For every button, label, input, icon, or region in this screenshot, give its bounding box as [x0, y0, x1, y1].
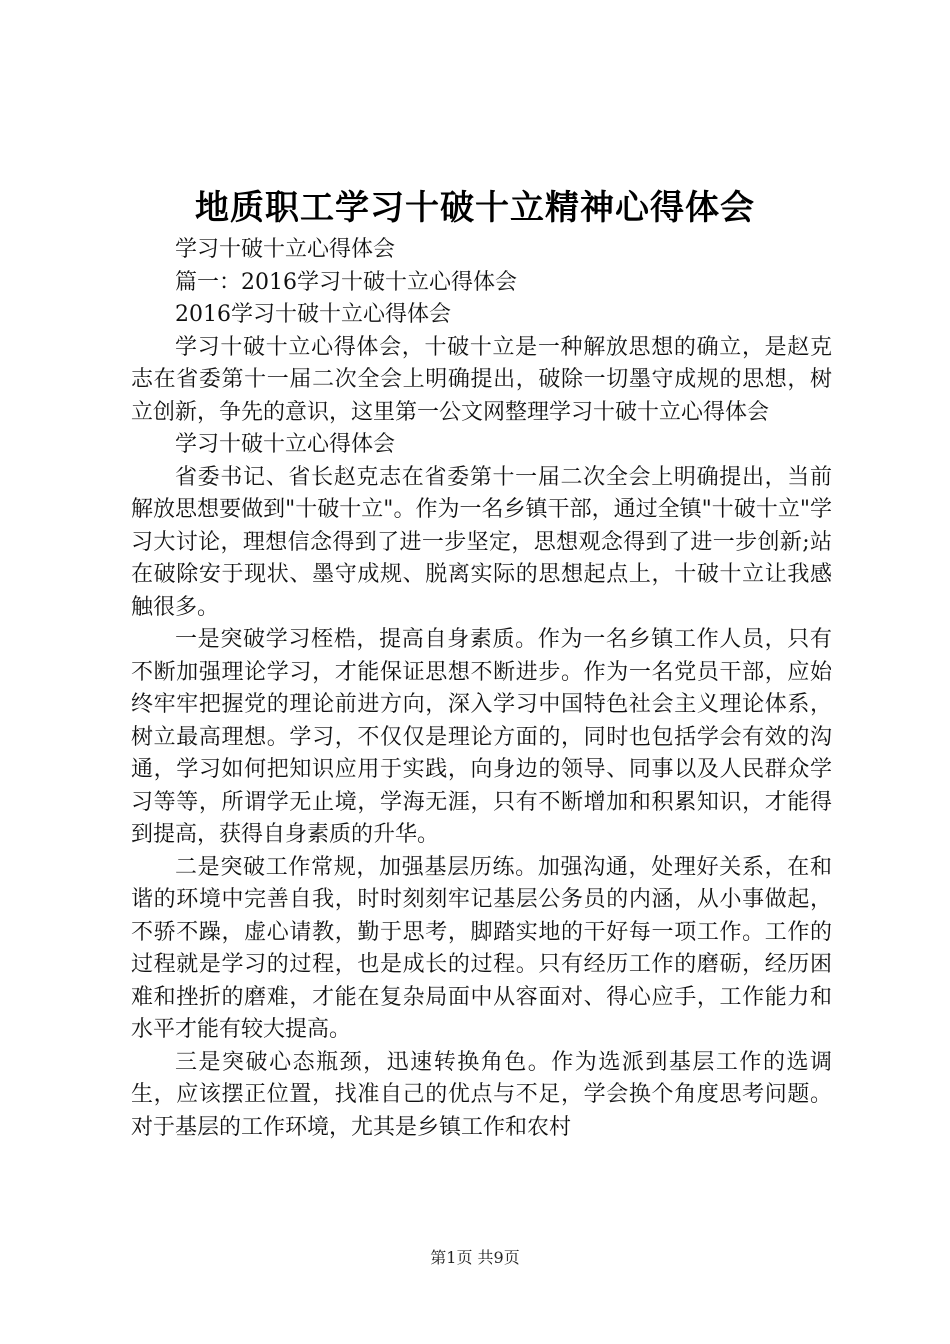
document-title: 地质职工学习十破十立精神心得体会	[195, 188, 755, 228]
paragraph: 学习十破十立心得体会	[175, 237, 396, 262]
paragraph: 三是突破心态瓶颈，迅速转换角色。作为选派到基层工作的选调生，应该摆正位置，找准自己的优点与不足，学会换个角度思考问题。对于基层的工作环境，尤其是乡镇工作和农村	[131, 1049, 832, 1140]
paragraph: 一是突破学习桎梏，提高自身素质。作为一名乡镇工作人员，只有不断加强理论学习，才能保证思想不断进步。作为一名党员干部，应始终牢牢把握党的理论前进方向，深入学习中国特色社会主义理论体系，树立最高理想。学习，不仅仅是理论方面的，同时也包括学会有效的沟通，学习如何把知识应用于实践，向身边的领导、同事以及人民群众学习等等，所谓学无止境，学海无涯，只有不断增加和积累知识，才能得到提高，获得自身素质的升华。	[131, 627, 832, 847]
document-body	[131, 234, 832, 1144]
paragraph: 篇一：2016学习十破十立心得体会	[175, 269, 517, 295]
paragraph: 学习十破十立心得体会，十破十立是一种解放思想的确立，是赵克志在省委第十一届二次全会上明确提出，破除一切墨守成规的思想，树立创新，争先的意识，这里第一公文网整理学习十破十立心得体会	[131, 334, 832, 425]
paragraph: 二是突破工作常规，加强基层历练。加强沟通，处理好关系，在和谐的环境中完善自我，时时刻刻牢记基层公务员的内涵，从小事做起，不骄不躁，虚心请教，勤于思考，脚踏实地的干好每一项工作。工作的过程就是学习的过程，也是成长的过程。只有经历工作的磨砺，经历困难和挫折的磨难，才能在复杂局面中从容面对、得心应手，工作能力和水平才能有较大提高。	[131, 854, 832, 1042]
page-footer: 第1页 共9页	[430, 1248, 520, 1267]
paragraph: 学习十破十立心得体会	[175, 432, 396, 457]
paragraph: 省委书记、省长赵克志在省委第十一届二次全会上明确提出，当前解放思想要做到"十破十立"。作为一名乡镇干部，通过全镇"十破十立"学习大讨论，理想信念得到了进一步坚定，思想观念得到了进一步创新;站在破除安于现状、墨守成规、脱离实际的思想起点上，十破十立让我感触很多。	[131, 464, 832, 620]
paragraph: 2016学习十破十立心得体会	[175, 302, 451, 327]
